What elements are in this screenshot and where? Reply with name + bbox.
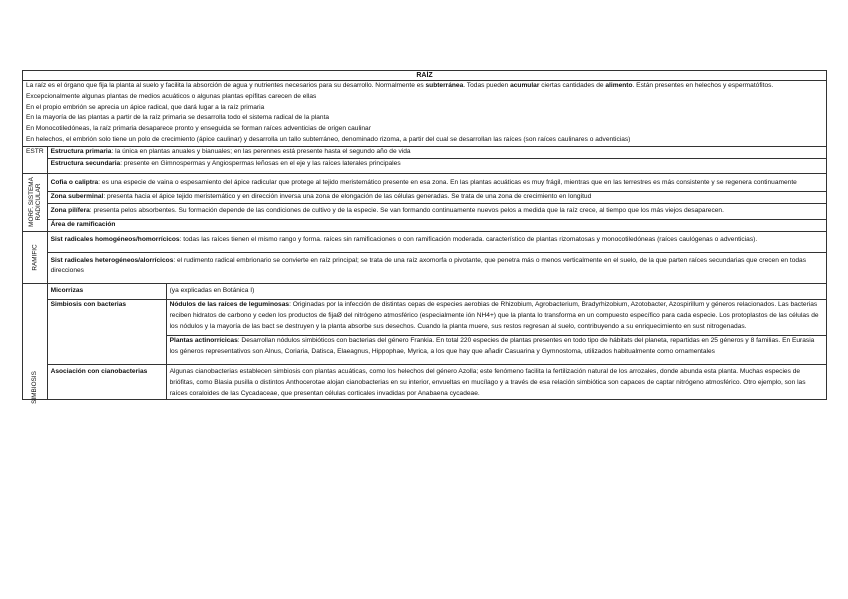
intro-line: En la mayoría de las plantas a partir de la raíz primaria se desarrolla todo el sistema radical de la planta <box>26 114 330 122</box>
ramif-row: Sist radicales homogéneos/homorrícicos: todas las raíces tienen el mismo rango y forma. raíces sin ramificaciones o con ramificación moderada. característico de plantas rizomatosas y monocotiledóneas (raíces caulógenas o adventicias). <box>47 231 826 252</box>
morf-label: MORF. SISTEMA RADICULAR <box>23 173 48 231</box>
bacterias-head: Simbiosis con bacterias <box>47 299 166 364</box>
micorrizas-head: Micorrizas <box>47 284 166 300</box>
raiz-table <box>22 70 827 405</box>
estr-row: Estructura secundaria: presente en Gimnospermas y Angiospermas leñosas en el eje y las raíces laterales principales <box>47 158 826 173</box>
morf-row: Cofia o caliptra: es una especie de vaina o espesamiento del ápice radicular que protege al tejido meristemático presente en esa zona. En las plantas acuáticas es muy frágil, mientras que en las terrestres es más consistente y se regenera continuamente <box>47 173 826 192</box>
table-title: RAÍZ <box>23 71 827 81</box>
intro-cell <box>23 81 827 147</box>
intro-line: En Monocotiledóneas, la raíz primaria desaparece pronto y enseguida se forman raíces adventicias de origen caulinar <box>26 125 371 133</box>
morf-row: Área de ramificación <box>47 219 826 231</box>
nodulos-text: Nódulos de las raíces de leguminosas: Originadas por la infección de distintas cepas de especies aerobias de Rhizobium, Agrobacterium, Bradyrhizobium, Azotobacter, Azospirillum y géneros relacionados. Las bacterias reciben hidratos de carbono y ceden los productos de fijaØ del nitrógeno atmosférico (especialmente ión NH4+) que la planta lo transforma en un compuesto específico para cada especie. Los protoplastos de las células de los nódulos y la mayoría de las bact se destruyen y la planta absorbe sus desechos. Cuando la planta muere, sus restos regresan al suelo, contribuyendo a su enriquecimiento en sust nitrogenadas. <box>166 299 826 335</box>
morf-row: Zona pilífera: presenta pelos absorbentes. Su formación depende de las condiciones de cultivo y de la especie. Se van formando continuamente nuevos pelos a medida que la raíz crece, al tiempo que los más viejos desaparecen. <box>47 204 826 220</box>
cianobacterias-text: Algunas cianobacterias establecen simbiosis con plantas acuáticas, como los helechos del género Azolla; este fenómeno facilita la fertilización natural de los arrozales, donde abunda esta planta. Muchas especies de briófitas, como Blasia pusilla o distintos Anthocerotae alojan cianobacterias en su interior, envueltas en mucílago y a través de esa relación simbiótica son capaces de captar nitrógeno atmosférico. Otro ejemplo, son las raíces coraloides de las Cycadaceae, que presentan células corticales invadidas por Anabaena cycadeae. <box>166 364 826 399</box>
intro-line: En helechos, el embrión solo tiene un polo de crecimiento (ápice caulinar) y desarrolla un tallo subterráneo, denominado rizoma, a partir del cual se desarrollan las raíces (son raíces caulinares o adventicias) <box>26 135 631 143</box>
micorrizas-text: (ya explicadas en Botánica I) <box>166 284 826 300</box>
ramif-label: RAMIFIC <box>23 231 48 283</box>
ramif-row: Sist radicales heterogéneos/alorrícicos: el rudimento radical embrionario se convierte en raíz principal; se trata de una raíz axomorfa o pivotante, que penetra más o menos verticalmente en el suelo, de la que parten raíces secundarias que crecen en todas direcciones <box>47 252 826 284</box>
cianobacterias-head: Asociación con cianobacterias <box>47 364 166 399</box>
intro-line: En el propio embrión se aprecia un ápice radical, que dará lugar a la raíz primaria <box>26 103 265 111</box>
actinorricicas-text: Plantas actinorrícicas: Desarrollan nódulos simbióticos con bacterias del género Frankia. En total 220 especies de plantas presentes en todo tipo de hábitats del planeta, repartidas en 25 géneros y 8 familias. En Eurasia los géneros representativos son Alnus, Coriaria, Datisca, Elaeagnus, Hippophae, Myrica, a los que hay que añadir Casuarina y Gymnostoma, utilizados habitualmente como ornamentales <box>166 336 826 365</box>
estr-label: ESTR <box>23 146 48 173</box>
intro-paragraph: La raíz es el órgano que fija la planta al suelo y facilita la absorción de agua y nutrientes necesarios para su desarrollo. Normalmente es subterránea. Todas pueden acumular ciertas cantidades de alimento. Están presentes en helechos y espermatófitos. Excepcionalmente algunas plantas de medios acuáticos o algunas plantas epífitas carecen de ellas <box>26 82 774 100</box>
morf-row: Zona suberminal: presenta hacia el ápice tejido meristemático y en dirección inversa una zona de elongación de las células generadas. Se trata de una zona de crecimiento en longitud <box>47 192 826 204</box>
simbiosis-label: SIMBIOSIS <box>23 284 48 400</box>
estr-row: Estructura primaria: la única en plantas anuales y bianuales; en las perennes está presente hasta el segundo año de vida <box>47 146 826 158</box>
